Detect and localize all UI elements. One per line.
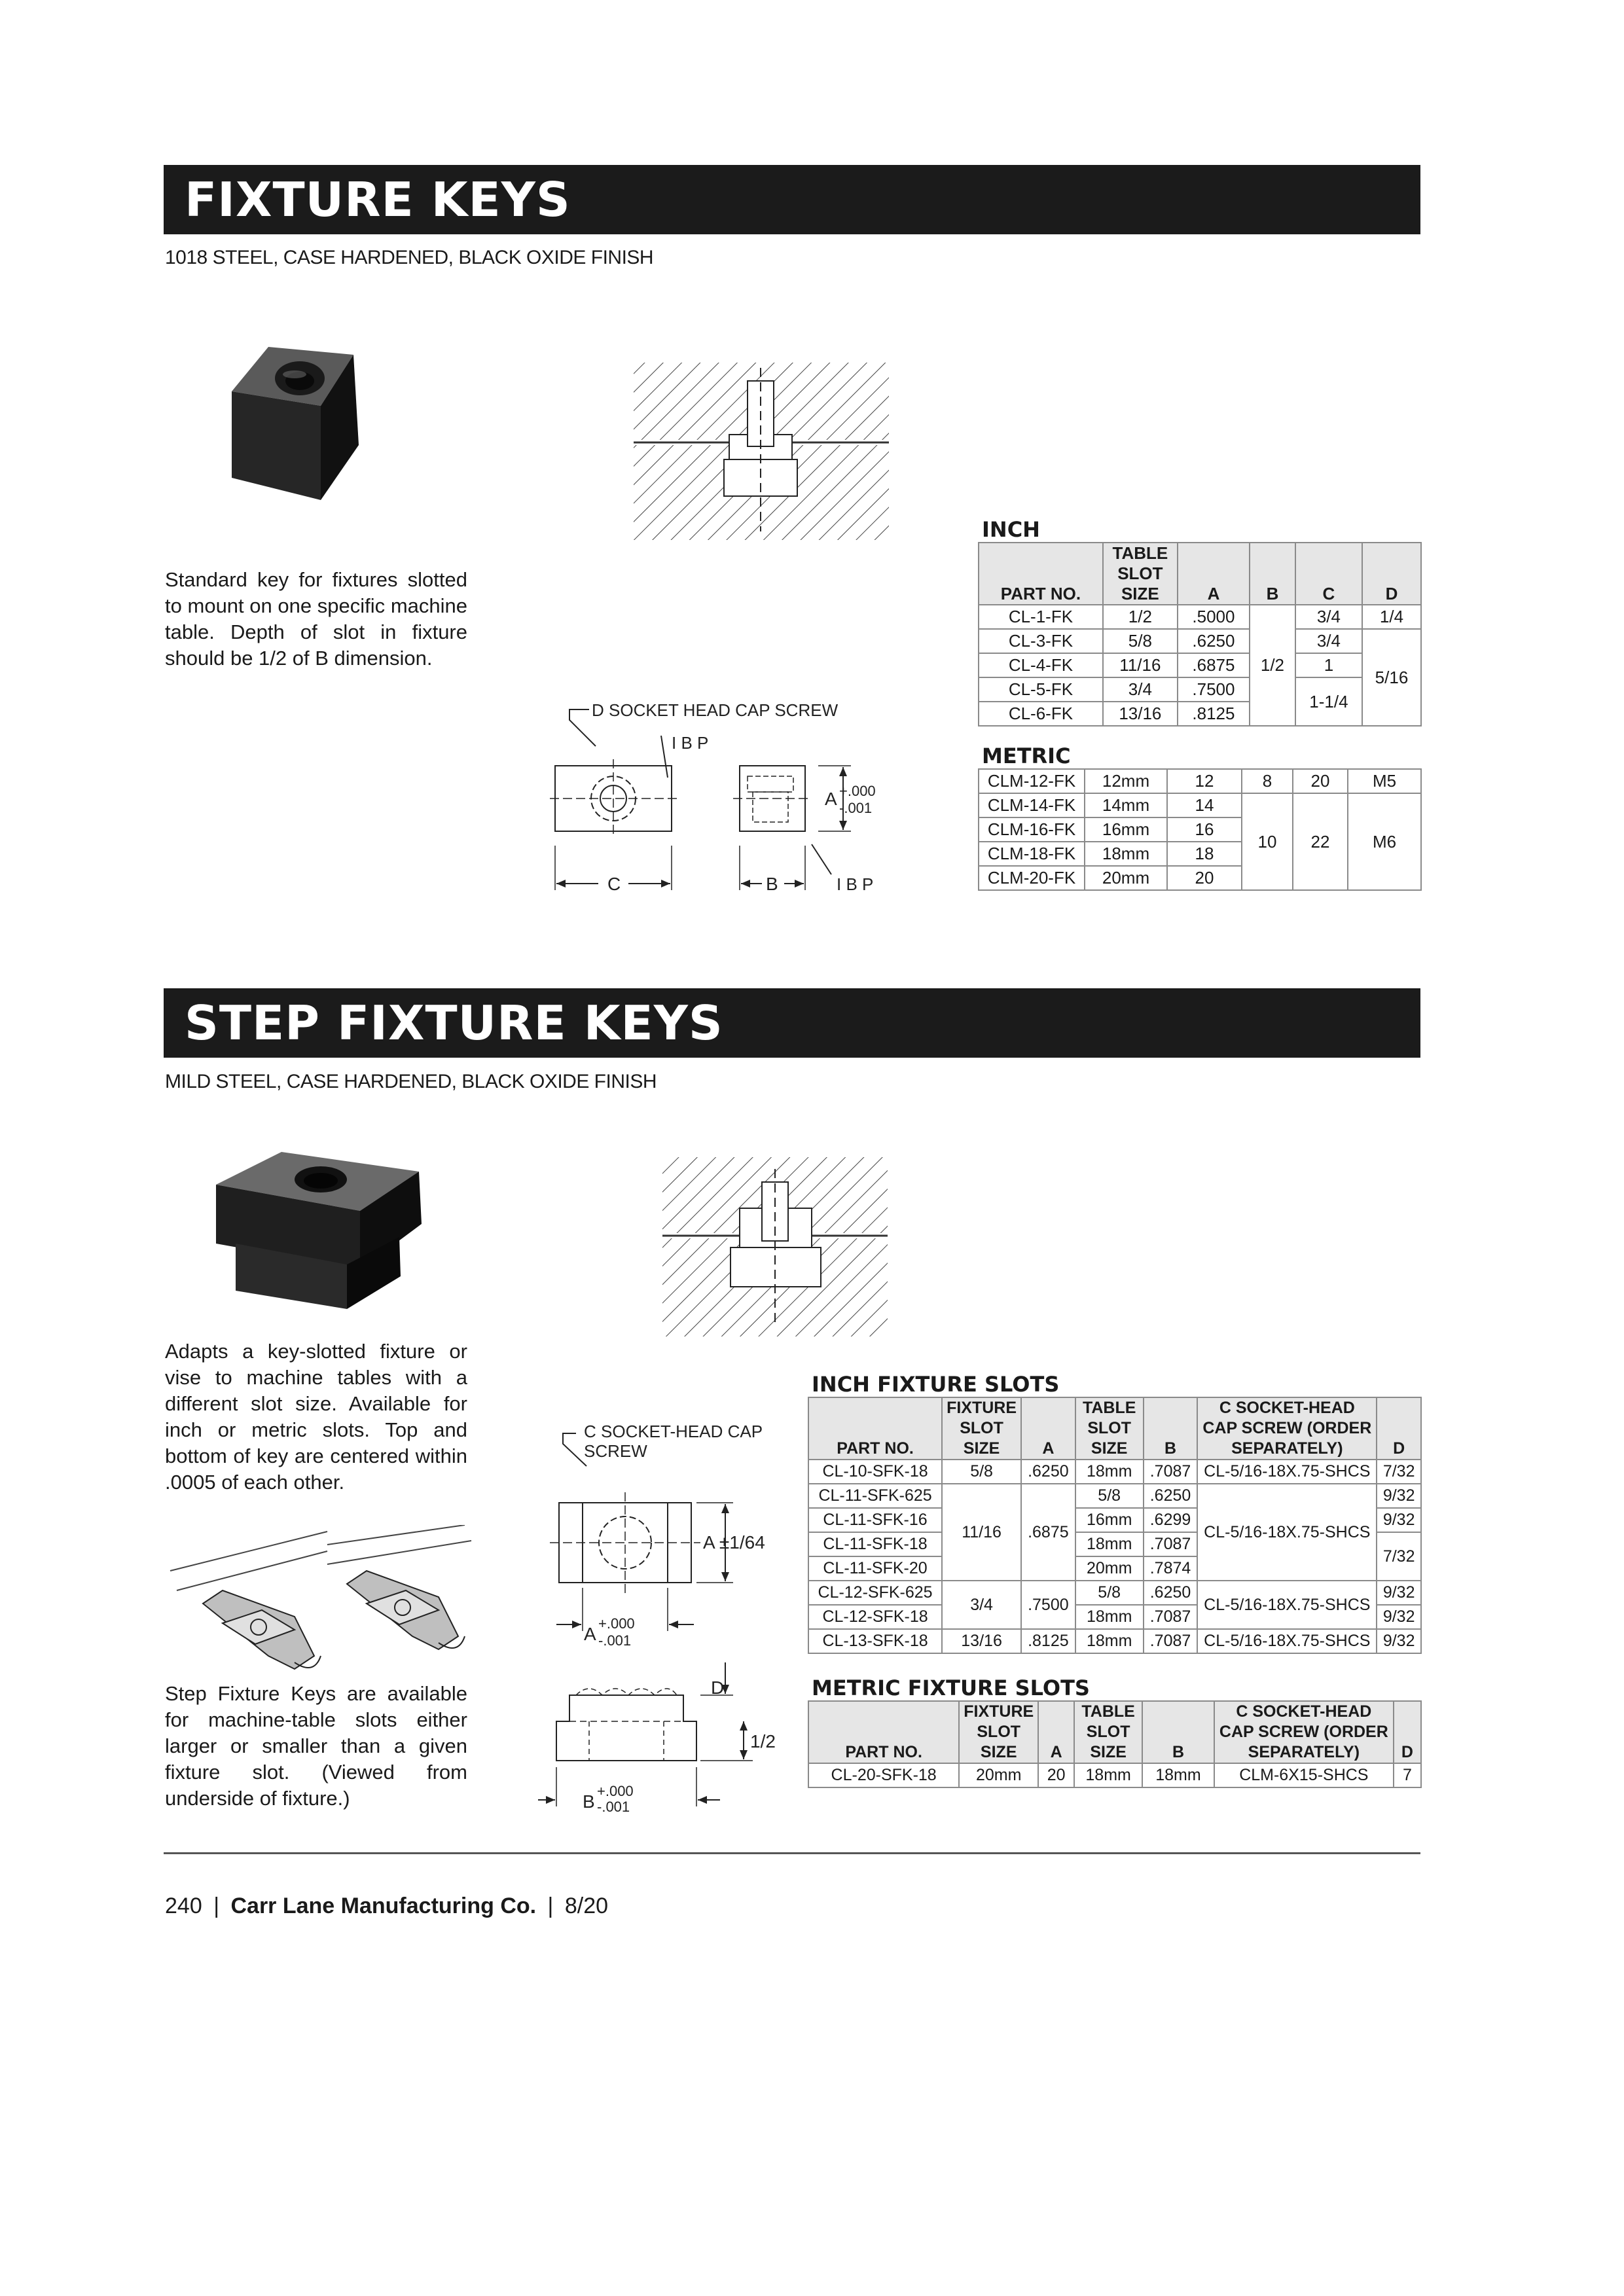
b-tol-minus: -.001	[597, 1799, 630, 1813]
cell-a: 14	[1167, 793, 1242, 817]
cell-c-merged: 22	[1293, 793, 1348, 890]
cell-slot: 18mm	[1085, 842, 1167, 866]
cell-slot: 13/16	[1103, 702, 1178, 726]
b-dim-label: B	[583, 1791, 595, 1812]
fixture-key-section-drawing	[627, 361, 895, 545]
company-name: Carr Lane Manufacturing Co.	[230, 1893, 537, 1918]
cell-table-slot: 18mm	[1075, 1629, 1144, 1653]
a-plusminus-label: A ±1/64	[703, 1532, 765, 1552]
cell-a: .8125	[1021, 1629, 1075, 1653]
col-table-slot-size: TABLE SLOT SIZE	[1075, 1397, 1144, 1460]
cell-fixture-slot-merged: 11/16	[942, 1484, 1021, 1581]
footer-separator: |	[213, 1893, 220, 1918]
col-part-no: PART NO.	[808, 1397, 942, 1460]
col-fixture-slot-size: FIXTURE SLOT SIZE	[942, 1397, 1021, 1460]
a-tol-plus: +.000	[839, 783, 876, 799]
table-row	[979, 677, 1421, 702]
table-row	[979, 653, 1421, 677]
half-label: 1/2	[750, 1731, 776, 1751]
cell-part: CLM-14-FK	[979, 793, 1085, 817]
cell-part: CL-10-SFK-18	[808, 1460, 942, 1484]
table-row	[808, 1629, 1421, 1653]
cell-part: CL-11-SFK-625	[808, 1484, 942, 1508]
cell-table-slot: 5/8	[1075, 1484, 1144, 1508]
cell-b: .7087	[1144, 1460, 1198, 1484]
ibp-right-label: I B P	[837, 874, 874, 894]
b-dim-label: B	[766, 874, 778, 894]
cell-table-slot: 18mm	[1074, 1763, 1142, 1787]
cell-slot: 3/4	[1103, 677, 1178, 702]
col-b: B	[1144, 1397, 1198, 1460]
b-tol-plus: +.000	[597, 1783, 634, 1799]
fixture-key-description: Standard key for fixtures slotted to mount on one specific machine table. Depth of slot in fixture should be 1/2 of B dimension.	[165, 568, 467, 670]
cell-a: 18	[1167, 842, 1242, 866]
cell-a: 20	[1167, 866, 1242, 890]
col-a: A	[1178, 543, 1250, 605]
cell-slot: 1/2	[1103, 605, 1178, 629]
col-d: D	[1394, 1701, 1421, 1763]
cell-a: .6250	[1178, 629, 1250, 653]
col-c-screw: C SOCKET-HEAD CAP SCREW (ORDER SEPARATELY)	[1214, 1701, 1394, 1763]
cell-table-slot: 20mm	[1075, 1556, 1144, 1581]
step-key-section-drawing	[661, 1156, 890, 1342]
col-c-screw: C SOCKET-HEAD CAP SCREW (ORDER SEPARATELY)	[1197, 1397, 1377, 1460]
cell-fixture-slot-merged: 3/4	[942, 1581, 1021, 1629]
ibp-top-label: I B P	[672, 733, 709, 753]
cell-fixture-slot: 20mm	[959, 1763, 1038, 1787]
cell-table-slot: 18mm	[1075, 1532, 1144, 1556]
cell-d-merged: 5/16	[1362, 629, 1421, 726]
cell-b: .6250	[1144, 1484, 1198, 1508]
cell-b: .7874	[1144, 1556, 1198, 1581]
section-title: STEP FIXTURE KEYS	[185, 996, 723, 1050]
step-key-underside-illustration	[164, 1525, 478, 1679]
cell-a: 20	[1038, 1763, 1074, 1787]
step-key-availability-note: Step Fixture Keys are available for machine-table slots either larger or smaller than a given fixture slot. (Viewed from underside of fixture.)	[165, 1682, 467, 1810]
cell-b: 8	[1242, 769, 1293, 793]
cell-part: CLM-20-FK	[979, 866, 1085, 890]
cell-d: 9/32	[1377, 1484, 1421, 1508]
cell-a: .5000	[1178, 605, 1250, 629]
footer-separator: |	[547, 1893, 554, 1918]
cell-c: 3/4	[1295, 629, 1362, 653]
screw-label: D SOCKET HEAD CAP SCREW	[592, 700, 839, 720]
d-dim-label: D	[711, 1677, 725, 1698]
cell-a-merged: .6875	[1021, 1484, 1075, 1581]
cell-part: CL-11-SFK-20	[808, 1556, 942, 1581]
a-dim-label: A	[584, 1624, 596, 1644]
cell-part: CLM-12-FK	[979, 769, 1085, 793]
c-dim-label: C	[607, 874, 621, 894]
cell-part: CL-4-FK	[979, 653, 1103, 677]
cell-d: 9/32	[1377, 1581, 1421, 1605]
table-row	[979, 793, 1421, 817]
col-c: C	[1295, 543, 1362, 605]
cell-part: CL-12-SFK-18	[808, 1605, 942, 1629]
cell-d: 9/32	[1377, 1605, 1421, 1629]
cell-b: .6299	[1144, 1508, 1198, 1532]
cell-d-merged: 7/32	[1377, 1532, 1421, 1581]
cell-c: 3/4	[1295, 605, 1362, 629]
cell-table-slot: 18mm	[1075, 1460, 1144, 1484]
material-spec: 1018 STEEL, CASE HARDENED, BLACK OXIDE FINISH	[165, 247, 654, 268]
table-header-row	[979, 543, 1421, 605]
cell-part: CL-13-SFK-18	[808, 1629, 942, 1653]
cell-part: CL-11-SFK-18	[808, 1532, 942, 1556]
inch-table-heading: INCH	[982, 517, 1040, 542]
table-row	[808, 1763, 1421, 1787]
step-key-description: Adapts a key-slotted fixture or vise to machine tables with a different slot size. Available for inch or metric slots. Top and bottom of key are centered within .0005 of each other.	[165, 1340, 467, 1494]
cell-part: CL-3-FK	[979, 629, 1103, 653]
cell-slot: 16mm	[1085, 817, 1167, 842]
fixture-keys-metric-table	[978, 768, 1422, 891]
table-row	[808, 1581, 1421, 1605]
table-row	[979, 605, 1421, 629]
cell-d: M5	[1348, 769, 1421, 793]
col-table-slot-size: TABLE SLOT SIZE	[1103, 543, 1178, 605]
cell-a: .7500	[1178, 677, 1250, 702]
cell-b-merged: 1/2	[1250, 605, 1295, 726]
cell-a: .6875	[1178, 653, 1250, 677]
cell-b: 18mm	[1142, 1763, 1214, 1787]
step-key-dimension-drawing	[537, 1420, 799, 1816]
col-a: A	[1021, 1397, 1075, 1460]
cell-d: 7/32	[1377, 1460, 1421, 1484]
a-dim-label: A	[825, 789, 837, 809]
step-keys-metric-table	[808, 1700, 1422, 1788]
step-keys-inch-table	[808, 1397, 1422, 1654]
screw-label-line2: SCREW	[584, 1441, 647, 1461]
table-header-row	[808, 1701, 1421, 1763]
cell-part: CLM-18-FK	[979, 842, 1085, 866]
cell-part: CL-6-FK	[979, 702, 1103, 726]
cell-part: CL-1-FK	[979, 605, 1103, 629]
fixture-key-photo	[223, 340, 373, 507]
step-fixture-key-photo	[209, 1145, 432, 1319]
cell-c: 20	[1293, 769, 1348, 793]
metric-table-heading: METRIC	[982, 744, 1071, 768]
cell-d: 9/32	[1377, 1629, 1421, 1653]
screw-label-line1: C SOCKET-HEAD CAP	[584, 1422, 763, 1441]
col-part-no: PART NO.	[808, 1701, 959, 1763]
inch-fixture-slots-heading: INCH FIXTURE SLOTS	[812, 1372, 1060, 1397]
section-banner-fixture-keys	[164, 165, 1420, 234]
cell-a-merged: .7500	[1021, 1581, 1075, 1629]
cell-screw: CL-5/16-18X.75-SHCS	[1197, 1629, 1377, 1653]
cell-slot: 20mm	[1085, 866, 1167, 890]
cell-slot: 11/16	[1103, 653, 1178, 677]
cell-part: CL-5-FK	[979, 677, 1103, 702]
cell-table-slot: 18mm	[1075, 1605, 1144, 1629]
footer-rule	[164, 1852, 1420, 1854]
cell-part: CL-11-SFK-16	[808, 1508, 942, 1532]
cell-c: 1	[1295, 653, 1362, 677]
fixture-keys-inch-table	[978, 542, 1422, 726]
cell-b: .7087	[1144, 1605, 1198, 1629]
material-spec: MILD STEEL, CASE HARDENED, BLACK OXIDE FINISH	[165, 1071, 657, 1092]
cell-b-merged: 10	[1242, 793, 1293, 890]
cell-screw-merged: CL-5/16-18X.75-SHCS	[1197, 1484, 1377, 1581]
cell-b: .7087	[1144, 1532, 1198, 1556]
table-row	[979, 629, 1421, 653]
cell-part: CL-20-SFK-18	[808, 1763, 959, 1787]
cell-b: .6250	[1144, 1581, 1198, 1605]
col-fixture-slot-size: FIXTURE SLOT SIZE	[959, 1701, 1038, 1763]
col-d: D	[1362, 543, 1421, 605]
cell-d: 1/4	[1362, 605, 1421, 629]
revision-date: 8/20	[564, 1893, 609, 1918]
cell-d: 7	[1394, 1763, 1421, 1787]
table-header-row	[808, 1397, 1421, 1460]
page-footer	[165, 1893, 608, 1919]
a-tol-plus: +.000	[598, 1615, 635, 1632]
fixture-key-dimension-drawing	[543, 694, 910, 906]
col-part-no: PART NO.	[979, 543, 1103, 605]
table-row	[808, 1460, 1421, 1484]
cell-d-merged: M6	[1348, 793, 1421, 890]
col-d: D	[1377, 1397, 1421, 1460]
col-table-slot-size: TABLE SLOT SIZE	[1074, 1701, 1142, 1763]
col-b: B	[1250, 543, 1295, 605]
cell-slot: 5/8	[1103, 629, 1178, 653]
cell-b: .7087	[1144, 1629, 1198, 1653]
table-row	[808, 1484, 1421, 1508]
col-a: A	[1038, 1701, 1074, 1763]
cell-screw: CL-5/16-18X.75-SHCS	[1197, 1460, 1377, 1484]
cell-part: CLM-16-FK	[979, 817, 1085, 842]
cell-table-slot: 16mm	[1075, 1508, 1144, 1532]
cell-fixture-slot: 5/8	[942, 1460, 1021, 1484]
a-tol-minus: -.001	[598, 1632, 632, 1649]
cell-screw-merged: CL-5/16-18X.75-SHCS	[1197, 1581, 1377, 1629]
cell-slot: 12mm	[1085, 769, 1167, 793]
cell-c-merged: 1-1/4	[1295, 677, 1362, 726]
cell-a: .6250	[1021, 1460, 1075, 1484]
cell-screw: CLM-6X15-SHCS	[1214, 1763, 1394, 1787]
cell-a: 12	[1167, 769, 1242, 793]
cell-table-slot: 5/8	[1075, 1581, 1144, 1605]
metric-fixture-slots-heading: METRIC FIXTURE SLOTS	[812, 1676, 1090, 1700]
cell-a: .8125	[1178, 702, 1250, 726]
col-b: B	[1142, 1701, 1214, 1763]
section-title: FIXTURE KEYS	[185, 172, 571, 227]
table-row	[979, 769, 1421, 793]
cell-part: CL-12-SFK-625	[808, 1581, 942, 1605]
cell-a: 16	[1167, 817, 1242, 842]
cell-fixture-slot: 13/16	[942, 1629, 1021, 1653]
section-banner-step-fixture-keys	[164, 988, 1420, 1058]
cell-slot: 14mm	[1085, 793, 1167, 817]
a-tol-minus: -.001	[839, 800, 873, 816]
page-number: 240	[165, 1893, 202, 1918]
cell-d: 9/32	[1377, 1508, 1421, 1532]
